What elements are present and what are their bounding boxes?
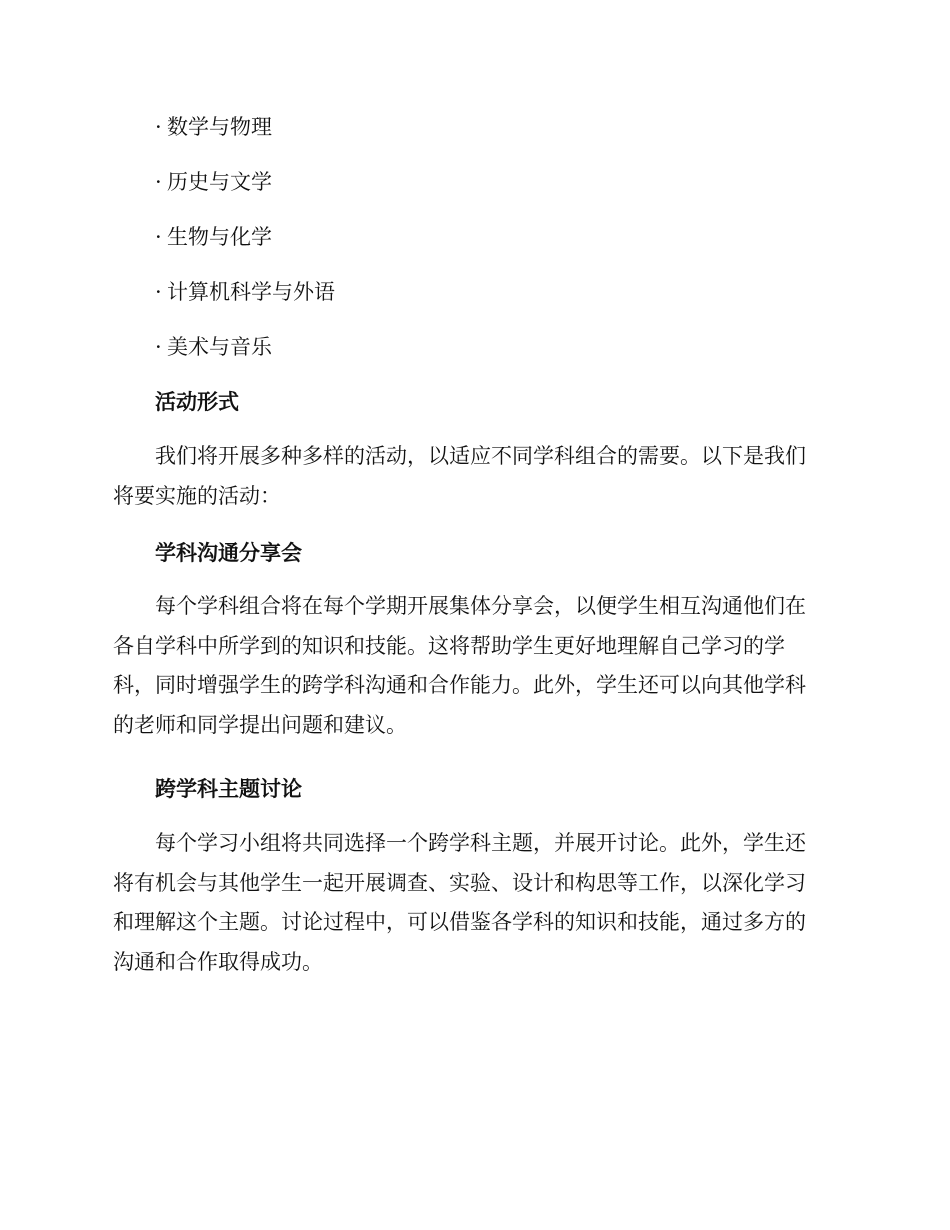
paragraph-line: 的老师和同学提出问题和建议。 <box>113 712 407 737</box>
paragraph-line: 科，同时增强学生的跨学科沟通和合作能力。此外，学生还可以向其他学科 <box>113 673 806 697</box>
list-item-text: 数学与物理 <box>167 115 272 139</box>
list-item <box>155 277 335 307</box>
bullet-marker: · <box>155 335 162 359</box>
paragraph-activity-form <box>113 437 833 516</box>
list-item-text: 历史与文学 <box>167 170 272 194</box>
section-heading-sharing: 学科沟通分享会 <box>155 541 302 565</box>
paragraph-line: 各自学科中所学到的知识和技能。这将帮助学生更好地理解自己学习的学 <box>113 633 785 658</box>
list-item <box>155 112 272 142</box>
list-item-text: 美术与音乐 <box>167 335 272 359</box>
paragraph-line: 和理解这个主题。讨论过程中，可以借鉴各学科的知识和技能，通过多方的 <box>113 910 806 934</box>
paragraph-line: 每个学习小组将共同选择一个跨学科主题，并展开讨论。此外，学生还 <box>155 831 806 855</box>
list-item-text: 生物与化学 <box>167 225 272 249</box>
paragraph-line: 将有机会与其他学生一起开展调查、实验、设计和构思等工作，以深化学习 <box>113 870 806 895</box>
paragraph-line: 每个学科组合将在每个学期开展集体分享会，以便学生相互沟通他们在 <box>155 594 806 618</box>
bullet-marker: · <box>155 170 162 194</box>
paragraph-line: 将要实施的活动： <box>113 483 281 508</box>
bullet-marker: · <box>155 280 162 304</box>
paragraph-line: 我们将开展多种多样的活动，以适应不同学科组合的需要。以下是我们 <box>155 444 806 468</box>
paragraph-discussion <box>113 824 833 982</box>
list-item-text: 计算机科学与外语 <box>167 280 335 304</box>
bullet-marker: · <box>155 225 162 249</box>
section-heading-activity-form: 活动形式 <box>155 390 239 414</box>
paragraph-line: 沟通和合作取得成功。 <box>113 949 323 974</box>
section-heading-discussion: 跨学科主题讨论 <box>155 777 302 801</box>
list-item <box>155 167 272 197</box>
list-item <box>155 222 272 252</box>
paragraph-sharing <box>113 587 833 745</box>
bullet-marker: · <box>155 115 162 139</box>
list-item <box>155 332 272 362</box>
